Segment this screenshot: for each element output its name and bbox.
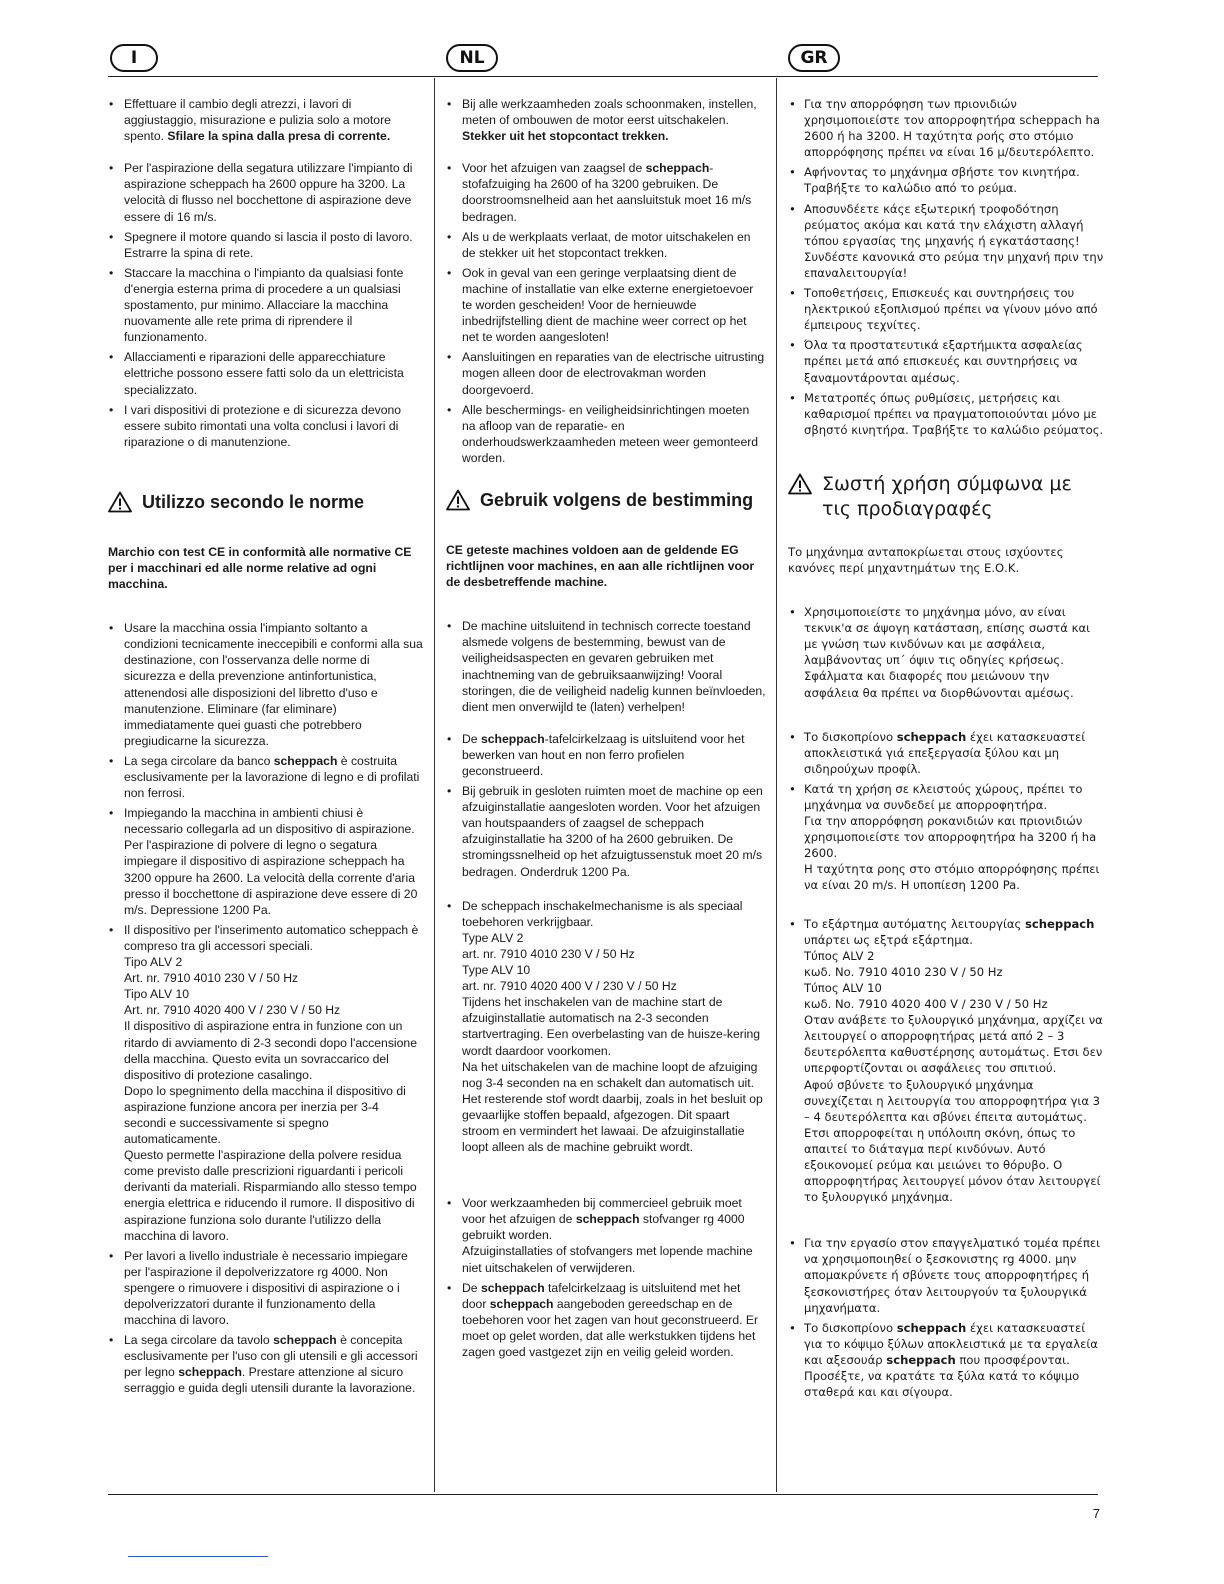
column-italian (108, 96, 424, 1401)
list-item: • Όλα τα προστατευτικά εξαρτήμικτα ασφαλείας πρέπει μετά από επισκευές και συντηρήσεις να ξαναμοντάρονται αμέσως. (788, 337, 1104, 385)
section-title-greek: Σωστή χρήση σύμφωνα με τις προδιαγραφές (788, 472, 1104, 522)
list-item: • De machine uitsluitend in technisch correcte toestand alsmede volgens de bestemming, bewust van de veiligheidsaspecten en gevaren gebruiken met inachtneming van de gebruiksaanwijzing! Vooral storingen, die de veiligheid nadelig kunnen beïnvloeden, dient men onverwijld te (laten) verhelpen! (446, 618, 766, 715)
footer-link-line (128, 1556, 268, 1557)
list-item: • Το δισκοπρίονο scheppach έχει κατασκευαστεί αποκλειστικά γιά επεξεργασία ξύλου και μη σιδηρούχων προφίλ. (788, 729, 1104, 777)
language-badge-greek: GR (788, 44, 840, 72)
list-item: • Alle beschermings- en veiligheidsinrichtingen moeten na afloop van de reparatie- en onderhoudswerkzaamheden meteen weer gemonteerd worden. (446, 402, 766, 466)
list-item: • Κατά τη χρήση σε κλειστούς χώρους, πρέπει το μηχάνημα να συνδεδεί με απορροφητήρα. Για την απορρόφηση ροκανιδιών και πριονιδιών χρησιμοποιείστε τον απορροφητήρα ha 3200 ή ha 2600. Η ταχύτητα ροης στο στόμιο απορρόφησης πρέπει να είναι 20 m/s. Η υποπίεση 1200 Pa. (788, 781, 1104, 894)
usage-list-dutch (446, 618, 766, 1360)
warning-triangle-icon (108, 491, 132, 513)
section-title-dutch: Gebruik volgens de bestimming (446, 488, 766, 512)
list-item: • Το δισκοπρίονο scheppach έχει κατασκευαστεί για το κόψιμο ξύλων αποκλειστικά με τα εργαλεία και αξεσουάρ scheppach που προσφέρονται. Προσέξτε, να κρατάτε τα ξύλα κατά το κόψιμο σταθερά και και σίγουρα. (788, 1320, 1104, 1400)
warning-triangle-icon (446, 489, 470, 511)
intro-text-greek: Το μηχάνημα ανταποκρίωεται στους ισχύοντες κανόνες περί μηχαντημάτων της Ε.Ο.Κ. (788, 544, 1064, 575)
usage-list-greek (788, 604, 1104, 1400)
list-item: • Το εξάρτημα αυτόματης λειτουργίας scheppach υπάρτει ως εξτρά εξάρτημα. Τύπος ALV 2 κωδ. No. 7910 4010 230 V / 50 Hz Τύπος ALV 10 κωδ. No. 7910 4020 400 V / 230 V / 50 Hz Οταν ανάβετε το ξυλουργικό μηχάνημα, αρχίζει να λειτουργεί ο απορροφητήρας μετά από 2 – 3 δευτερόλεπτα καθυστέρησης αυτομάτως. Ετσι δεν υπερφορτίζονται οι ασφάλειες του σπιτιού. Αφού σβύνετε το ξυλουργικό μηχάνημα συνεχίζεται η λειτουργία του απορροφητήρα για 3 – 4 δευτερόλεπτα και σβύνει έπειτα αυτομάτως. Ετσι απορροφείται η υπόλοιπη σκόνη, όπως το απαιτεί το διάταγμα περί κινδύνων. Αυτό εξοικονομεί ρεύμα και μειώνει το θόρυβο. Ο απορροφητήρας λειτουργεί μόνον όταν λειτουργεί το ξυλουργικό μηχάνημα. (788, 916, 1104, 1206)
list-item: • Αφήνοντας το μηχάνημα σβήστε τον κινητήρα. Τραβήξτε το καλώδιο από το ρεύμα. (788, 164, 1104, 196)
list-item: • Bij alle werkzaamheden zoals schoonmaken, instellen, meten of ombouwen de motor eerst uitschakelen. Stekker uit het stopcontact trekken. (446, 96, 766, 144)
warning-triangle-icon (788, 473, 812, 495)
list-item: • La sega circolare da tavolo scheppach è concepita esclusivamente per l'uso con gli utensili e gli accessori per legno scheppach. Prestare attenzione al sicuro serraggio e guida degli utensili durante la lavorazione. (108, 1332, 424, 1396)
list-item: • Per lavori a livello industriale è necessario impiegare per l'aspirazione il depolverizzatore rg 4000. Non spengere o rimuovere i dispositivi di aspirazione o i depolverizzatori durante il funzionamento della macchina di lavoro. (108, 1248, 424, 1328)
list-item: • Voor werkzaamheden bij commercieel gebruik moet voor het afzuigen de scheppach stofvanger rg 4000 gebruikt worden. Afzuiginstallaties of stofvangers met lopende machine niet uitschakelen of verwijderen. (446, 1195, 766, 1275)
list-item: • Allacciamenti e riparazioni delle apparecchiature elettriche possono essere fatti solo da un elettricista specializzato. (108, 349, 424, 397)
top-rule (108, 76, 1098, 77)
list-item: • Για την εργασίο στον επαγγελματικό τομέα πρέπει να χρησιμοποιηθεί ο ξεσκονιστης rg 4000. μην απομακρύνετε ή σβύνετε τους απορροφητήρες ή ξεσκονιστήρες όταν λειτουργούν τα ξυλουργικά μηχανήματα. (788, 1235, 1104, 1315)
safety-list-italian-2 (108, 160, 424, 450)
list-item: • Voor het afzuigen van zaagsel de scheppach-stofafzuiging ha 2600 of ha 3200 gebruiken. De doorstroomsnelheid aan het aansluitstuk moet 16 m/s bedragen. (446, 160, 766, 224)
intro-text-dutch: CE geteste machines voldoen aan de geldende EG richtlijnen voor machines, en aan alle richtlijnen voor de desbetreffende machine. (446, 542, 755, 590)
safety-list-dutch (446, 96, 766, 144)
list-item: • Χρησιμοποιείστε το μηχάνημα μόνο, αν είναι τεκνικ'α σε άψογη κατάσταση, επίσης σωστά και με γνώση των κινδύνων και με ασφάλεια, λαμβάνοντας υπ΄ όψιν τις οδηγίες κρήσεως. Σφάλματα και διαφορές που μειώνουν την ασφάλεια θα πρέπει να διορθώνονται αμέσως. (788, 604, 1104, 701)
list-item: • Usare la macchina ossia l'impianto soltanto a condizioni tecnicamente ineccepibili e conformi alla sua destinazione, con l'osservanza delle norme di sicurezza e della prevenzione antinfortunistica, attenendosi alle disposizioni del libretto d'uso e manutenzione. Eliminare (far eliminare) immediatamente quei guasti che potrebbero pregiudicarne la sicurezza. (108, 620, 424, 749)
list-item: • Aansluitingen en reparaties van de electrische uitrusting mogen alleen door de electrovakman worden doorgevoerd. (446, 349, 766, 397)
language-badge-dutch: NL (446, 44, 498, 72)
safety-list-italian (108, 96, 424, 144)
list-item: • Als u de werkplaats verlaat, de motor uitschakelen en de stekker uit het stopcontact trekken. (446, 229, 766, 261)
list-item: • La sega circolare da banco scheppach è costruita esclusivamente per la lavorazione di legno e di profilati non ferrosi. (108, 753, 424, 801)
column-dutch (446, 96, 766, 1364)
safety-list-greek (788, 96, 1104, 438)
column-greek (788, 96, 1104, 1404)
section-title-italian: Utilizzo secondo le norme (108, 490, 424, 514)
list-item: • Effettuare il cambio degli atrezzi, i lavori di aggiustaggio, misurazione e pulizia solo a motore spento. Sfilare la spina dalla presa di corrente. (108, 96, 424, 144)
list-item: • De scheppach-tafelcirkelzaag is uitsluitend voor het bewerken van hout en non ferro profielen geconstrueerd. (446, 731, 766, 779)
column-divider-left (434, 78, 435, 1492)
list-item: • Μετατροπές όπως ρυθμίσεις, μετρήσεις και καθαρισμοί πρέπει να πραγματοποιούνται μόνο με σβηστό κινητήρα. Τραβήξτε το καλώδιο ρεύματος. (788, 390, 1104, 438)
list-item: • Bij gebruik in gesloten ruimten moet de machine op een afzuiginstallatie aangesloten worden. Voor het afzuigen van houtspaanders of zaagsel de scheppach afzuiginstallatie ha 3200 of ha 2600 gebruiken. De stromingssnelheid op het afzuigtussenstuk moet 20 m/s bedragen. Onderdruk 1200 Pa. (446, 783, 766, 880)
list-item: • Spegnere il motore quando si lascia il posto di lavoro. Estrarre la spina di rete. (108, 229, 424, 261)
list-item: • Αποσυνδέετε κάςε εξωτερική τροφοδότηση ρεύματος ακόμα και κατά την ελάχιστη αλλαγή τόπου εργασίας της μηχανής ή εγκατάστασης! Συνδέστε κανονικά στο ρεύμα την μηχανή πριν την επαναλειτουργία! (788, 201, 1104, 281)
list-item: • De scheppach tafelcirkelzaag is uitsluitend met het door scheppach aangeboden gereedschap en de toebehoren voor het zagen van hout geconstrueerd. Er moet op gelet worden, dat alle werkstukken tijdens het zagen goed vastgezet zijn en veilig geleid worden. (446, 1280, 766, 1360)
column-divider-right (776, 78, 777, 1492)
list-item: • I vari dispositivi di protezione e di sicurezza devono essere subito rimontati una volta conclusi i lavori di riparazione o di manutenzione. (108, 402, 424, 450)
list-item: • Staccare la macchina o l'impianto da qualsiasi fonte d'energia esterna prima di procedere a un qualsiasi spostamento, pur minimo. Allacciare la macchina nuovamente alle rete prima di riprendere il funzionamento. (108, 265, 424, 345)
intro-text-italian: Marchio con test CE in conformità alle normative CE per i macchinari ed alle norme relative ad ogni macchina. (108, 544, 412, 592)
list-item: • Για την απορρόφηση των πριονιδιών χρησιμοποιείστε τον απορροφητήρα scheppach ha 2600 ή ha 3200. Η ταχύτητα ροής στο στόμιο απορρόφησης πρέπει να είναι 16 μ/δευτερόλεπτο. (788, 96, 1104, 160)
language-badge-italian: I (110, 44, 158, 72)
safety-list-dutch-2 (446, 160, 766, 466)
list-item: • Il dispositivo per l'inserimento automatico scheppach è compreso tra gli accessori speciali. Tipo ALV 2 Art. nr. 7910 4010 230 V / 50 Hz Tipo ALV 10 Art. nr. 7910 4020 400 V / 230 V / 50 Hz Il dispositivo di aspirazione entra in funzione con un ritardo di avviamento di 2-3 secondi dopo l'accensione della macchina. Questo evita un sovraccarico del dispositivo di protezione casalingo. Dopo lo spegnimento della macchina il dispositivo di aspirazione funzione ancora per inerzia per 3-4 secondi e successivamente si spegno automaticamente. Questo permette l'aspirazione della polvere residua come previsto dalle prescrizioni riguardanti i pericoli derivanti da materiali. Risparmiando allo stesso tempo energia elettrica e riducendo il rumore. Il dispositivo di aspirazione funziona solo durante l'utilizzo della macchina di lavoro. (108, 922, 424, 1244)
page-number: 7 (1092, 1506, 1100, 1521)
list-item: • Ook in geval van een geringe verplaatsing dient de machine of installatie van elke externe energietoevoer te worden gescheiden! Voor de hernieuwde inbedrijfstelling dient de machine weer correct op het net te worden aangesloten! (446, 265, 766, 345)
usage-list-italian (108, 620, 424, 1396)
list-item: • De scheppach inschakelmechanisme is als speciaal toebehoren verkrijgbaar. Type ALV 2 art. nr. 7910 4010 230 V / 50 Hz Type ALV 10 art. nr. 7910 4020 400 V / 230 V / 50 Hz Tijdens het inschakelen van de machine start de afzuiginstallatie automatisch na 2-3 seconden startvertraging. Een overbelasting van de huisze-kering wordt daardoor voorkomen. Na het uitschakelen van de machine loopt de afzuiging nog 3-4 seconden na en schakelt dan automatisch uit. Het resterende stof wordt daarbij, zoals in het besluit op gevaarlijke stoffen bepaald, afgezogen. Dit spaart stroom en vermindert het lawaai. De afzuiginstallatie loopt alleen als de machine gebruikt wordt. (446, 898, 766, 1156)
list-item: • Τοποθετήσεις, Επισκευές και συντηρήσεις του ηλεκτρικού εξοπλισμού πρέπει να γίνουν μόνο από έμπειρους τεχνίτες. (788, 285, 1104, 333)
list-item: • Impiegando la macchina in ambienti chiusi è necessario collegarla ad un dispositivo di aspirazione. Per l'aspirazione di polvere di legno o segatura impiegare il dispositivo di aspirazione scheppach ha 3200 oppure ha 2600. La velocità della corrente d'aria presso il bocchettone di aspirazione deve essere di 20 m/s. Depressione 1200 Pa. (108, 805, 424, 918)
bottom-rule (108, 1494, 1098, 1495)
list-item: • Per l'aspirazione della segatura utilizzare l'impianto di aspirazione scheppach ha 2600 oppure ha 3200. La velocità di flusso nel bocchettone di aspirazione deve essere di 16 m/s. (108, 160, 424, 224)
